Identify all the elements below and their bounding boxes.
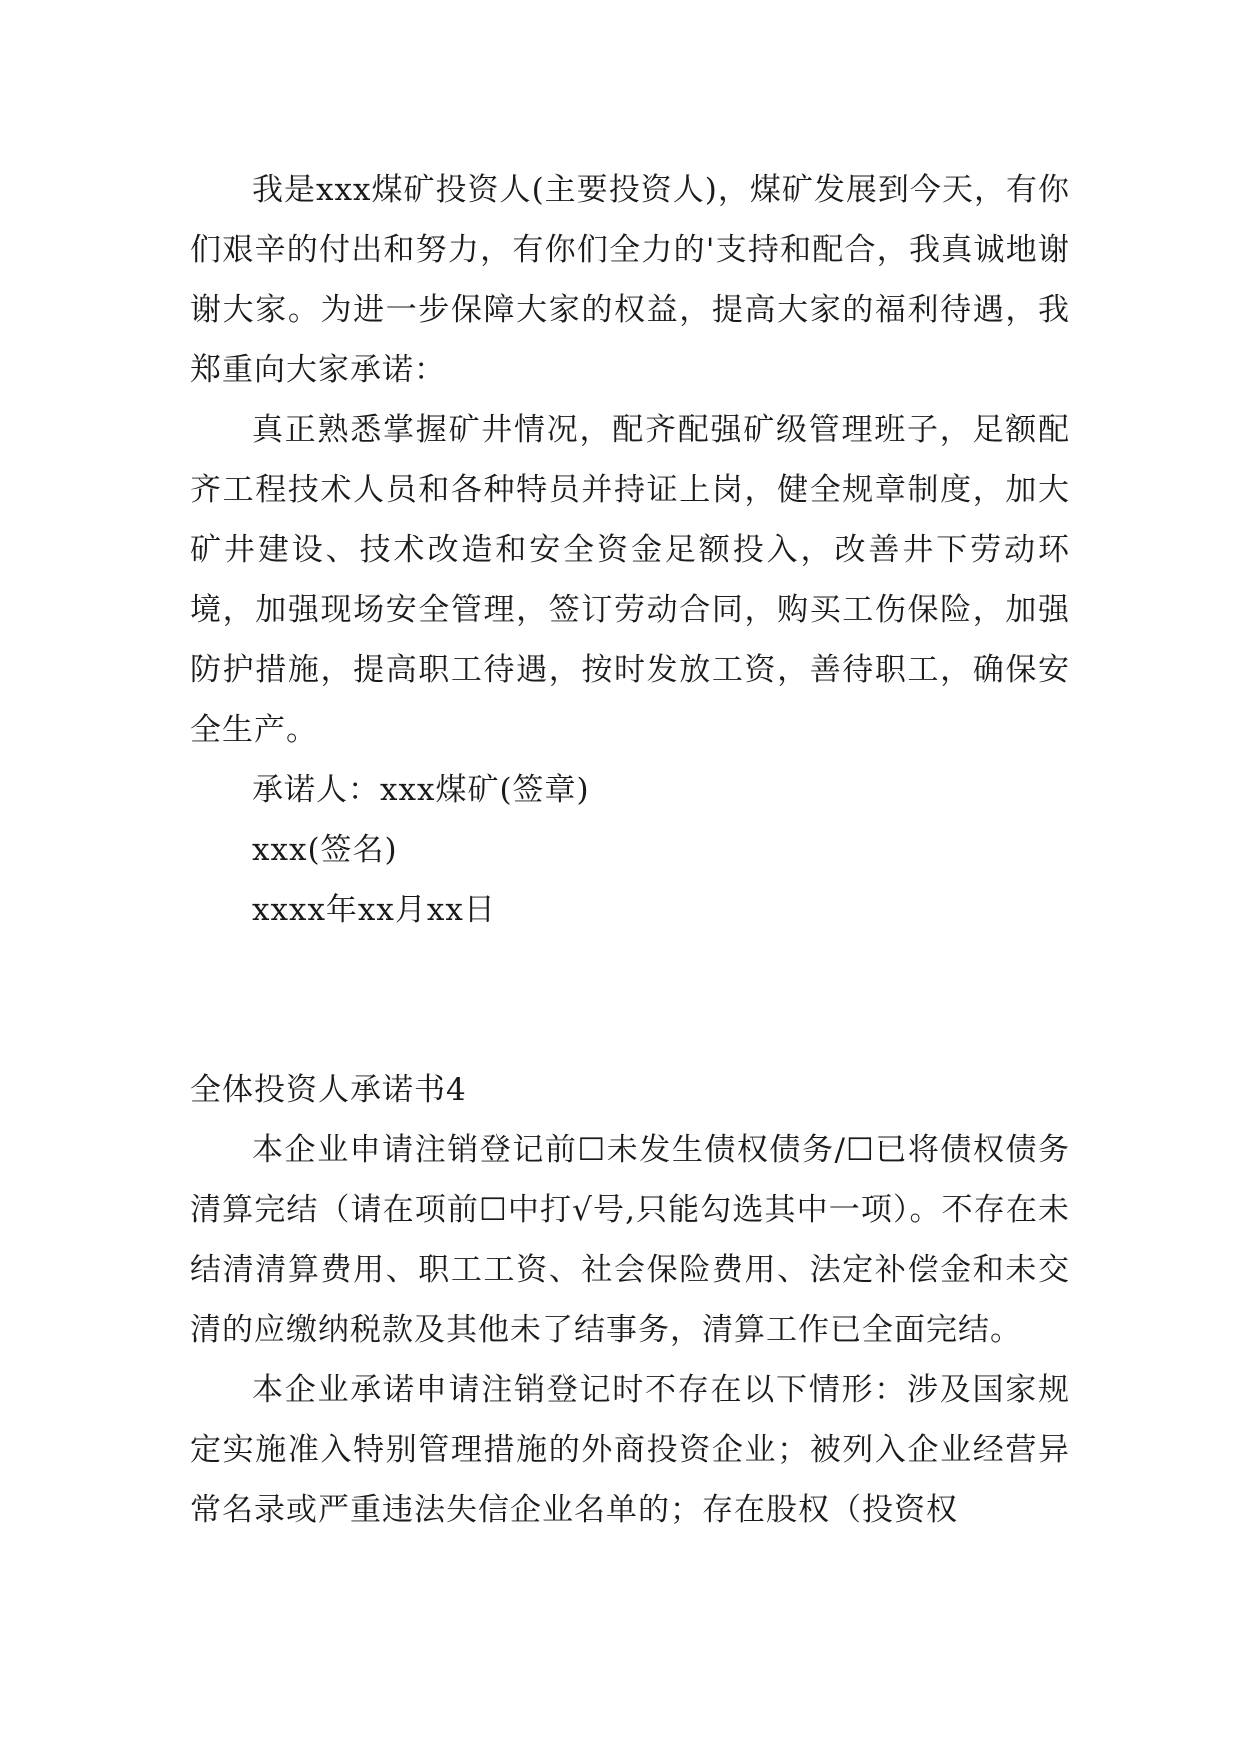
section-heading: 全体投资人承诺书4 (190, 1072, 467, 1108)
signature-name-line: xxx(签名) (252, 832, 398, 868)
signature-date-line: xxxx年xx月xx日 (252, 892, 496, 928)
document-body (190, 160, 1070, 1540)
deregistration-paragraph: 本企业申请注销登记前☐未发生债权债务/☐已将债权债务清算完结（请在项前☐中打√号,只能勾选其中一项）。不存在未结清清算费用、职工工资、社会保险费用、法定补偿金和未交清的应缴纳税款及其他未了结事务，清算工作已全面完结。 (190, 1132, 1070, 1348)
commitment-paragraph: 真正熟悉掌握矿井情况，配齐配强矿级管理班子，足额配齐工程技术人员和各种特员并持证上岗，健全规章制度，加大矿井建设、技术改造和安全资金足额投入，改善井下劳动环境，加强现场安全管理，签订劳动合同，购买工伤保险，加强防护措施，提高职工待遇，按时发放工资，善待职工，确保安全生产。 (190, 412, 1070, 748)
promisor-line: 承诺人：xxx煤矿(签章) (252, 772, 590, 808)
intro-paragraph: 我是xxx煤矿投资人(主要投资人)，煤矿发展到今天，有你们艰辛的付出和努力，有你们全力的'支持和配合，我真诚地谢谢大家。为进一步保障大家的权益，提高大家的福利待遇，我郑重向大家承诺： (190, 172, 1070, 388)
conditions-paragraph: 本企业承诺申请注销登记时不存在以下情形：涉及国家规定实施准入特别管理措施的外商投资企业；被列入企业经营异常名录或严重违法失信企业名单的；存在股权（投资权 (190, 1372, 1070, 1528)
